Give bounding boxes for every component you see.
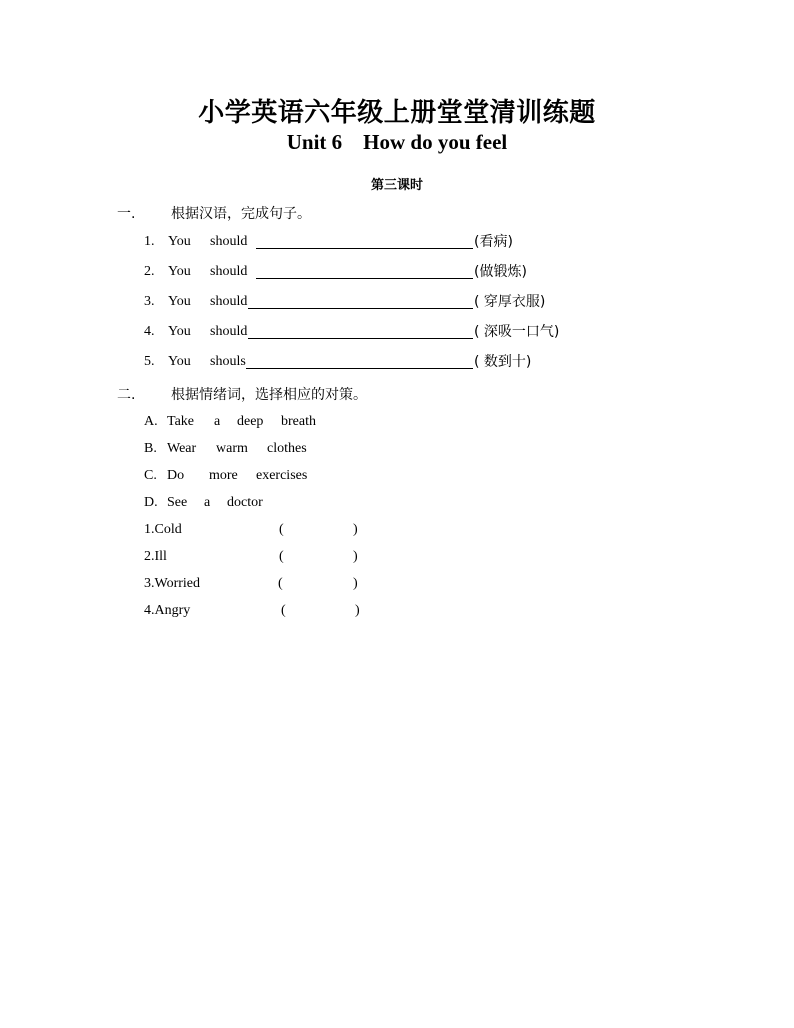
option-word: doctor <box>227 495 263 510</box>
option-word: Do <box>167 468 185 483</box>
option-letter: B. <box>144 441 157 456</box>
question-word-should: should <box>210 324 248 339</box>
section-1-instruction: 根据汉语，完成句子。 <box>171 206 311 222</box>
answer-blank[interactable] <box>256 248 473 249</box>
question-word-you: You <box>168 294 191 309</box>
unit-subtitle: Unit 6 How do you feel <box>286 130 508 154</box>
answer-bracket-open: ( <box>279 522 284 537</box>
option-c <box>144 468 307 484</box>
answer-bracket-close: ) <box>353 549 358 564</box>
option-word: exercises <box>256 468 308 483</box>
question-word-should: should <box>210 264 248 279</box>
answer-blank[interactable] <box>248 338 473 339</box>
emotion-word: 3.Worried <box>144 576 201 591</box>
question-word-you: You <box>168 354 191 369</box>
chinese-hint: (看病) <box>474 234 513 250</box>
section-2-instruction: 根据情绪词，选择相应的对策。 <box>171 387 367 403</box>
answer-blank[interactable] <box>256 278 473 279</box>
question-number: 1. <box>144 234 155 249</box>
option-d <box>144 495 263 511</box>
emotion-word: 4.Angry <box>144 603 191 618</box>
answer-blank[interactable] <box>246 368 473 369</box>
question-word-shouls: shouls <box>210 354 246 369</box>
question-word-you: You <box>168 264 191 279</box>
question-number: 4. <box>144 324 155 339</box>
match-row <box>144 547 384 567</box>
chinese-hint: (做锻炼) <box>474 264 527 280</box>
section-2-number: 二. <box>117 387 136 403</box>
option-word: a <box>204 495 211 510</box>
chinese-hint: ( 深吸一口气) <box>474 324 560 340</box>
option-word: warm <box>216 441 248 456</box>
match-row <box>144 601 384 621</box>
answer-bracket-close: ) <box>353 576 358 591</box>
answer-bracket-open: ( <box>281 603 286 618</box>
option-word: breath <box>281 414 316 429</box>
answer-bracket-open: ( <box>279 549 284 564</box>
question-number: 5. <box>144 354 155 369</box>
option-word: Wear <box>167 441 197 456</box>
question-word-should: should <box>210 294 248 309</box>
option-word: See <box>167 495 188 510</box>
question-word-you: You <box>168 324 191 339</box>
answer-bracket-close: ) <box>355 603 360 618</box>
question-word-should: should <box>210 234 248 249</box>
match-row <box>144 574 384 594</box>
answer-bracket-open: ( <box>278 576 283 591</box>
option-letter: A. <box>144 414 158 429</box>
answer-blank[interactable] <box>248 308 473 309</box>
lesson-label: 第三课时 <box>370 178 423 193</box>
section-2-heading <box>117 384 367 404</box>
emotion-word: 2.Ill <box>144 549 167 564</box>
page-title: 小学英语六年级上册堂堂清训练题 <box>198 98 596 128</box>
option-letter: D. <box>144 495 158 510</box>
option-word: Take <box>167 414 195 429</box>
answer-bracket-close: ) <box>353 522 358 537</box>
option-word: clothes <box>267 441 307 456</box>
option-a <box>144 414 316 430</box>
question-number: 2. <box>144 264 155 279</box>
option-letter: C. <box>144 468 157 483</box>
question-number: 3. <box>144 294 155 309</box>
option-word: more <box>209 468 238 483</box>
option-word: deep <box>237 414 264 429</box>
option-b <box>144 441 307 457</box>
section-1-heading <box>117 203 311 223</box>
chinese-hint: ( 数到十) <box>474 354 532 370</box>
question-word-you: You <box>168 234 191 249</box>
section-1-number: 一. <box>117 206 136 222</box>
match-row <box>144 520 384 540</box>
emotion-word: 1.Cold <box>144 522 182 537</box>
option-word: a <box>214 414 221 429</box>
chinese-hint: ( 穿厚衣服) <box>474 294 546 310</box>
